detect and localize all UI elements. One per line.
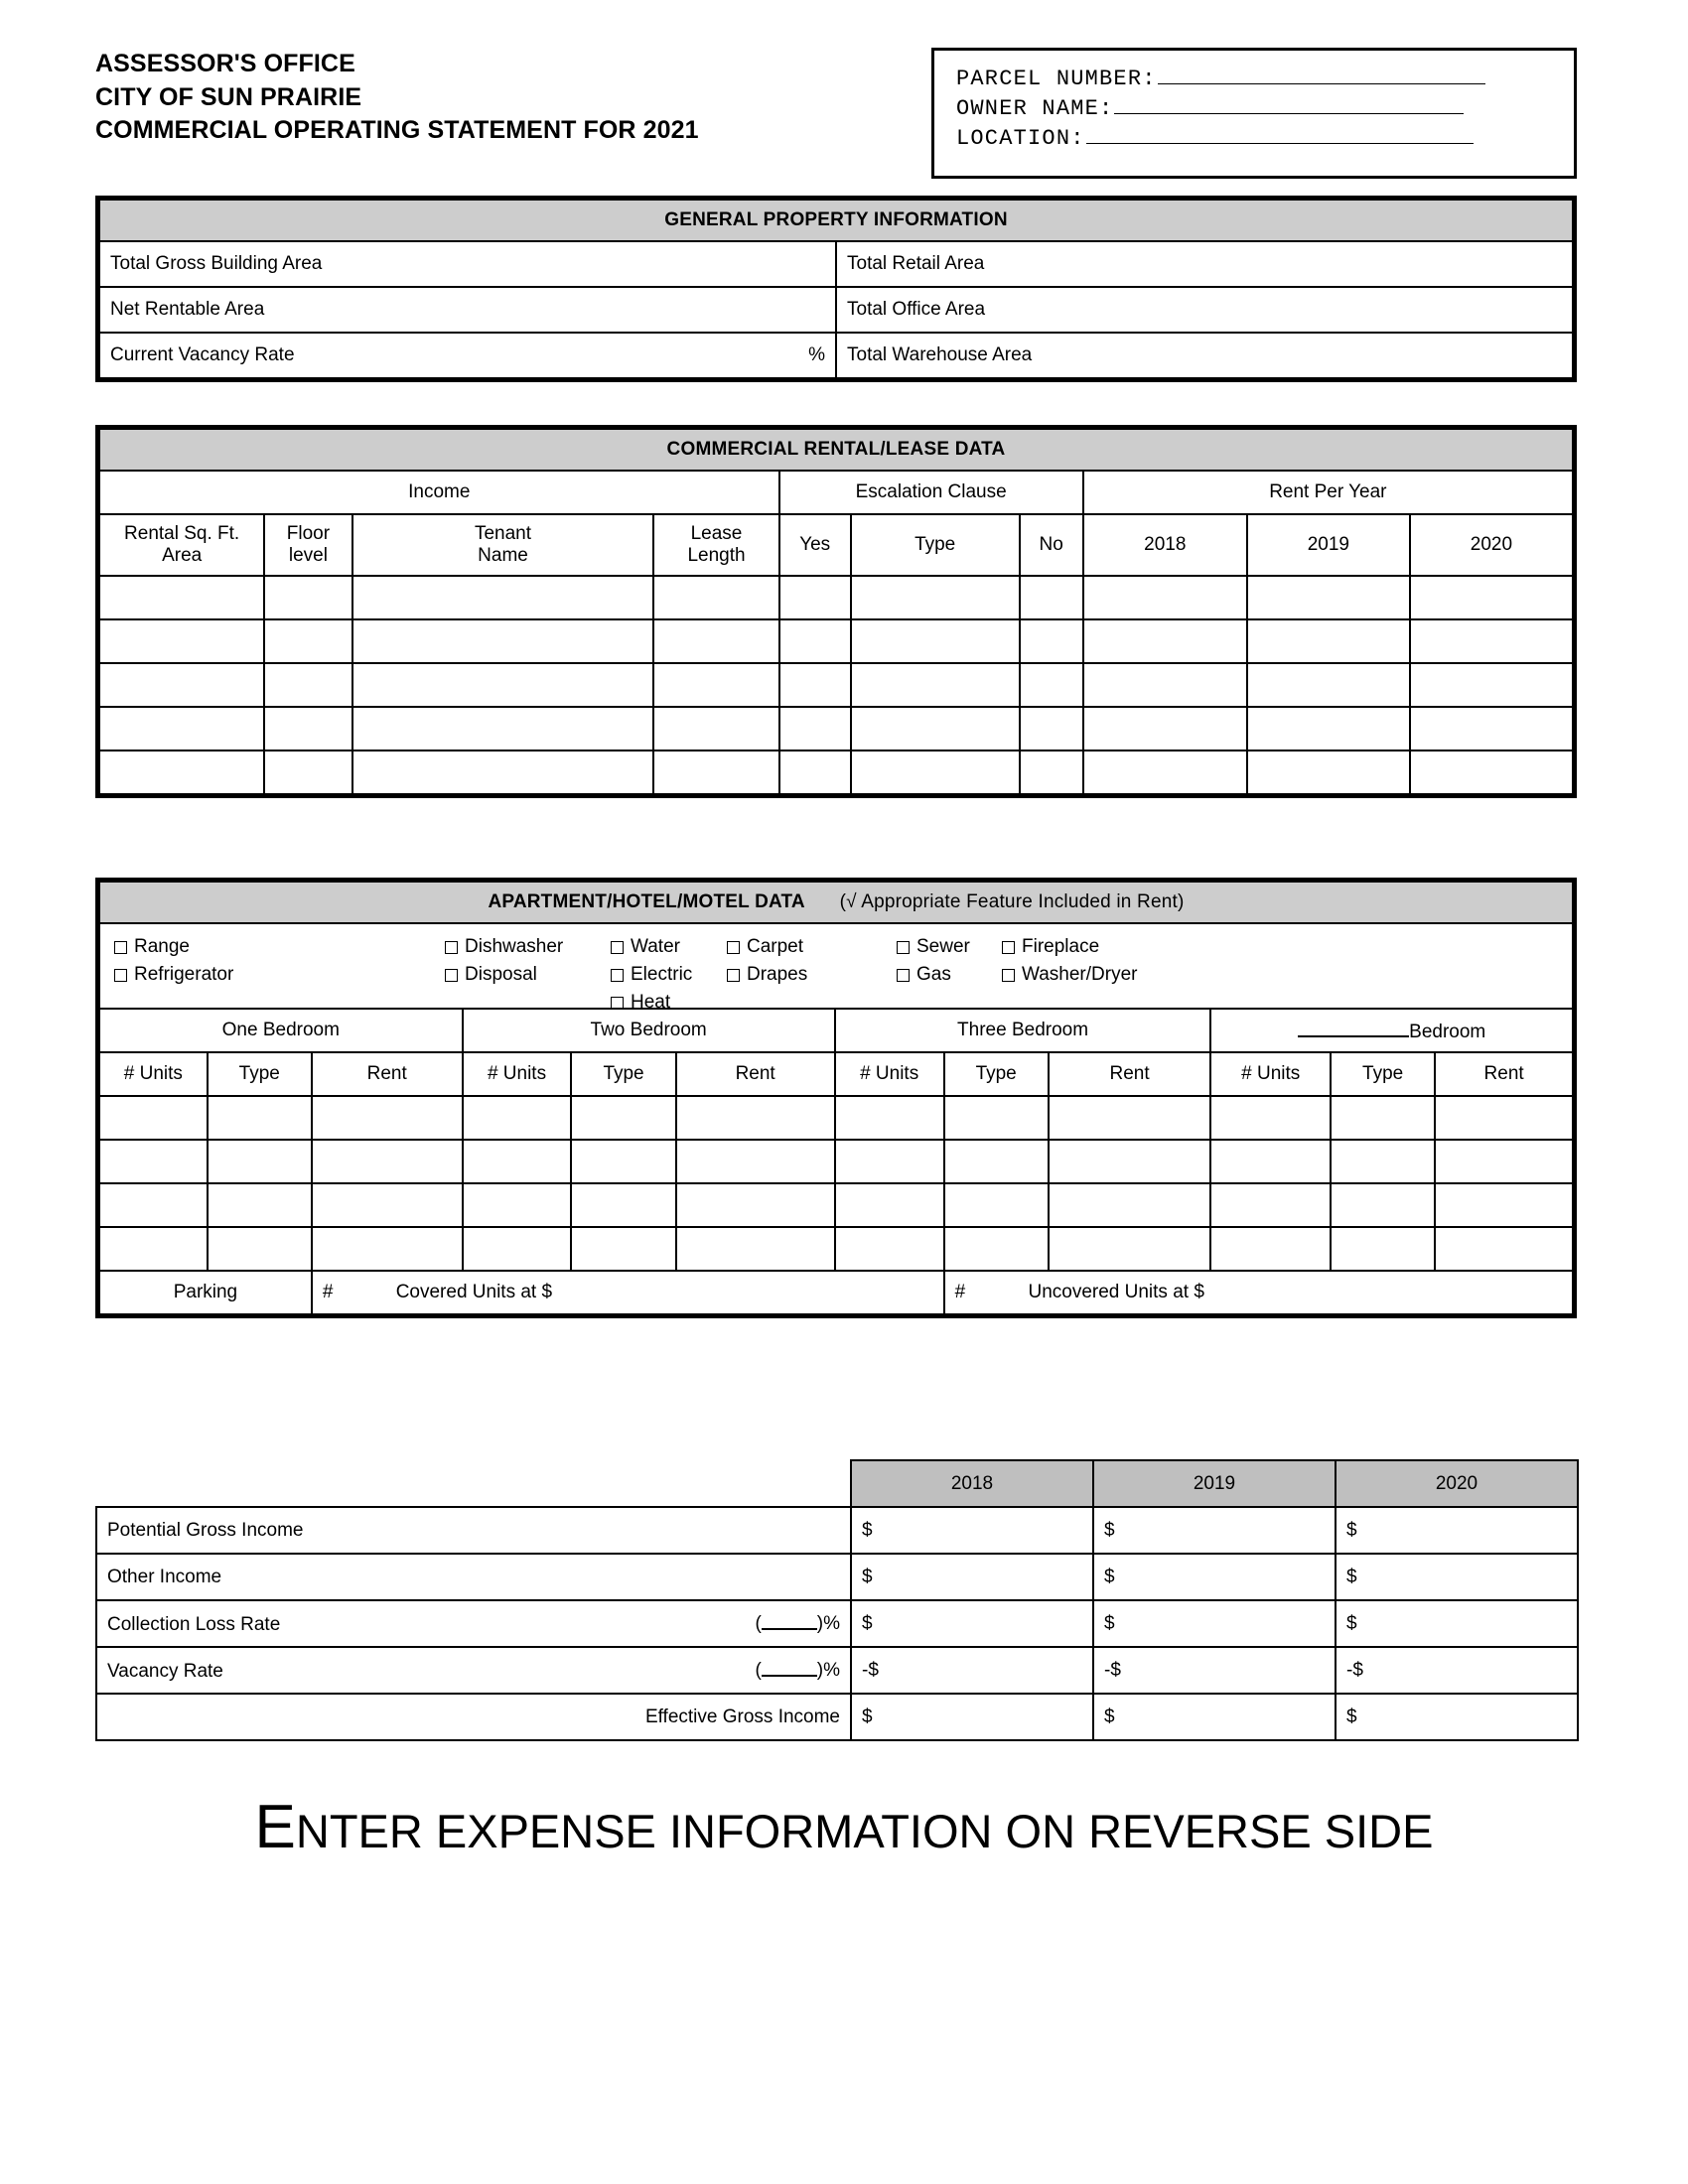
checkbox-range[interactable] (114, 936, 190, 958)
checkbox-icon[interactable] (445, 969, 458, 982)
checkbox-label: Drapes (747, 964, 808, 985)
cell-escalation-yes[interactable] (779, 576, 851, 619)
bedroom-group-one: One Bedroom (99, 1009, 463, 1052)
label-net-rentable-area: Net Rentable Area (110, 299, 265, 320)
cell-type-other[interactable] (1331, 1183, 1435, 1227)
parking-uncovered-cell[interactable] (944, 1271, 1573, 1314)
checkbox-icon[interactable] (114, 969, 127, 982)
col-type-other: Type (1331, 1052, 1435, 1096)
cell-units-other[interactable] (1210, 1096, 1331, 1140)
parcel-number-input[interactable] (1158, 61, 1485, 84)
cell-current-vacancy-rate[interactable] (99, 333, 836, 378)
table-row (99, 751, 1573, 794)
checkbox-carpet[interactable] (727, 936, 803, 958)
col-type-2br: Type (571, 1052, 675, 1096)
cell-rental-sq-ft-area[interactable] (99, 576, 264, 619)
feature-checkbox-grid (100, 924, 1572, 1013)
col-rent-2br: Rent (676, 1052, 835, 1096)
cell-rent-3br[interactable] (1049, 1140, 1211, 1183)
table-header-row (99, 882, 1573, 923)
cell-rent-2020[interactable] (1410, 663, 1573, 707)
cell-escalation-type[interactable] (851, 619, 1020, 663)
apartment-data-table (98, 881, 1574, 1315)
checkbox-heat[interactable] (611, 992, 670, 1014)
title-line-1: ASSESSOR'S OFFICE (95, 50, 355, 77)
cell-potential-gross-income-2020[interactable]: $ (1336, 1507, 1578, 1554)
col-lease-length-l1: Lease (690, 522, 743, 544)
checkbox-gas[interactable] (897, 964, 951, 986)
cell-effective-gross-income-2019[interactable]: $ (1093, 1694, 1336, 1740)
cell-units-1br[interactable] (99, 1096, 208, 1140)
cell-vacancy-rate-2019[interactable]: -$ (1093, 1647, 1336, 1694)
cell-rent-other[interactable] (1435, 1227, 1573, 1271)
cell-tenant-name[interactable] (352, 619, 654, 663)
cell-total-warehouse-area[interactable] (836, 333, 1573, 378)
collection-loss-rate-percent-field[interactable]: ( )% (755, 1611, 840, 1635)
checkbox-label: Carpet (747, 936, 804, 957)
row-label-other-income: Other Income (96, 1554, 851, 1600)
table-row (99, 707, 1573, 751)
label-total-warehouse-area: Total Warehouse Area (847, 344, 1033, 365)
cell-type-3br[interactable] (944, 1183, 1049, 1227)
general-property-table (98, 199, 1574, 379)
cell-escalation-yes[interactable] (779, 707, 851, 751)
cell-lease-length[interactable] (653, 663, 778, 707)
checkbox-fireplace[interactable] (1002, 936, 1099, 958)
table-row (99, 1140, 1573, 1183)
cell-escalation-yes[interactable] (779, 619, 851, 663)
cell-type-other[interactable] (1331, 1140, 1435, 1183)
col-lease-length (653, 514, 778, 576)
table-row (96, 1554, 1578, 1600)
cell-net-rentable-area[interactable] (99, 287, 836, 333)
cell-total-retail-area[interactable] (836, 241, 1573, 287)
cell-rental-sq-ft-area[interactable] (99, 619, 264, 663)
cell-tenant-name[interactable] (352, 663, 654, 707)
cell-rent-other[interactable] (1435, 1096, 1573, 1140)
parking-uncovered-text: Uncovered Units at $ (1028, 1282, 1204, 1302)
cell-collection-loss-rate-2019[interactable]: $ (1093, 1600, 1336, 1647)
col-escalation-yes: Yes (779, 514, 851, 576)
checkbox-label: Fireplace (1022, 936, 1100, 957)
cell-rental-sq-ft-area[interactable] (99, 751, 264, 794)
cell-potential-gross-income-2019[interactable]: $ (1093, 1507, 1336, 1554)
group-header-row (99, 471, 1573, 514)
cell-type-3br[interactable] (944, 1227, 1049, 1271)
cell-other-income-2019[interactable]: $ (1093, 1554, 1336, 1600)
cell-other-income-2020[interactable]: $ (1336, 1554, 1578, 1600)
cell-escalation-no[interactable] (1020, 663, 1083, 707)
label-total-gross-building-area: Total Gross Building Area (110, 253, 323, 274)
cell-type-other[interactable] (1331, 1227, 1435, 1271)
checkbox-icon[interactable] (727, 941, 740, 954)
cell-lease-length[interactable] (653, 707, 778, 751)
cell-rent-2020[interactable] (1410, 619, 1573, 663)
location-label: LOCATION: (956, 126, 1085, 152)
cell-escalation-no[interactable] (1020, 619, 1083, 663)
col-rent-3br: Rent (1049, 1052, 1211, 1096)
cell-type-2br[interactable] (571, 1227, 675, 1271)
cell-collection-loss-rate-2018[interactable]: $ (851, 1600, 1093, 1647)
percent-sign: % (808, 344, 825, 365)
checkbox-washer-dryer[interactable] (1002, 964, 1137, 986)
cell-tenant-name[interactable] (352, 751, 654, 794)
bedroom-group-header-row (99, 1009, 1573, 1052)
label-total-retail-area: Total Retail Area (847, 253, 985, 274)
checkbox-icon[interactable] (1002, 941, 1015, 954)
col-rental-sq-ft-area-l2: Area (162, 545, 203, 566)
table-row (96, 1600, 1578, 1647)
cell-units-other[interactable] (1210, 1183, 1331, 1227)
checkbox-water[interactable] (611, 936, 680, 958)
table-header-row (99, 200, 1573, 241)
checkbox-label: Sewer (916, 936, 970, 957)
cell-type-2br[interactable] (571, 1140, 675, 1183)
location-row (956, 120, 1474, 151)
cell-rent-2020[interactable] (1410, 707, 1573, 751)
cell-rent-2018[interactable] (1083, 663, 1247, 707)
checkbox-dishwasher[interactable] (445, 936, 563, 958)
cell-total-office-area[interactable] (836, 287, 1573, 333)
row-label-collection-loss-rate: Collection Loss Rate (107, 1613, 281, 1635)
bedroom-group-two: Two Bedroom (463, 1009, 835, 1052)
cell-potential-gross-income-2018[interactable]: $ (851, 1507, 1093, 1554)
cell-type-2br[interactable] (571, 1183, 675, 1227)
checkbox-label: Disposal (465, 964, 537, 985)
col-floor-level-l1: Floor (286, 522, 331, 544)
cell-rent-3br[interactable] (1049, 1096, 1211, 1140)
cell-rent-2020[interactable] (1410, 751, 1573, 794)
collection-loss-rate-input[interactable] (762, 1611, 817, 1629)
bedroom-group-other-label: Bedroom (1409, 1022, 1486, 1043)
income-year-header-row (96, 1460, 1578, 1507)
checkbox-label: Gas (916, 964, 951, 985)
parking-covered-hash: # (322, 1282, 334, 1302)
apartment-title-cell (99, 882, 1573, 923)
title-line-3: COMMERCIAL OPERATING STATEMENT FOR 2021 (95, 116, 699, 144)
apartment-title-note: (√ Appropriate Feature Included in Rent) (839, 891, 1185, 912)
cell-type-3br[interactable] (944, 1140, 1049, 1183)
parcel-identification-box (931, 48, 1577, 179)
cell-units-2br[interactable] (463, 1183, 572, 1227)
general-property-title: GENERAL PROPERTY INFORMATION (99, 200, 1573, 241)
cell-escalation-type[interactable] (851, 663, 1020, 707)
cell-rent-2019[interactable] (1247, 663, 1410, 707)
cell-escalation-type[interactable] (851, 751, 1020, 794)
cell-rent-other[interactable] (1435, 1183, 1573, 1227)
col-tenant-name-l1: Tenant (474, 522, 532, 544)
table-header-row (99, 429, 1573, 471)
income-summary-table (95, 1459, 1579, 1741)
cell-rent-other[interactable] (1435, 1140, 1573, 1183)
cell-floor-level[interactable] (264, 576, 352, 619)
cell-rent-1br[interactable] (312, 1096, 463, 1140)
general-property-information-section (95, 196, 1577, 382)
table-row (99, 663, 1573, 707)
label-total-office-area: Total Office Area (847, 299, 986, 320)
cell-rent-2019[interactable] (1247, 619, 1410, 663)
cell-collection-loss-rate-2020[interactable]: $ (1336, 1600, 1578, 1647)
owner-name-row (956, 90, 1464, 121)
table-row (99, 619, 1573, 663)
cell-rent-2br[interactable] (676, 1140, 835, 1183)
table-row (99, 333, 1573, 378)
location-input[interactable] (1086, 120, 1474, 144)
parking-covered-cell[interactable] (312, 1271, 944, 1314)
col-units-other: # Units (1210, 1052, 1331, 1096)
cell-type-1br[interactable] (208, 1140, 312, 1183)
col-tenant-name (352, 514, 654, 576)
cell-rent-2020[interactable] (1410, 576, 1573, 619)
table-row (99, 1227, 1573, 1271)
checkbox-icon[interactable] (897, 941, 910, 954)
cell-rent-2br[interactable] (676, 1227, 835, 1271)
cell-tenant-name[interactable] (352, 707, 654, 751)
apartment-hotel-motel-section (95, 878, 1577, 1318)
cell-tenant-name[interactable] (352, 576, 654, 619)
commercial-rental-table (98, 428, 1574, 795)
group-header-income: Income (99, 471, 779, 514)
income-year-2019: 2019 (1093, 1460, 1336, 1507)
checkbox-label: Dishwasher (465, 936, 564, 957)
footer-rest-text: NTER EXPENSE INFORMATION ON REVERSE SIDE (295, 1805, 1434, 1857)
checkbox-icon[interactable] (611, 941, 624, 954)
row-label-collection-loss-rate-cell (96, 1600, 851, 1647)
row-label-effective-gross-income: Effective Gross Income (96, 1694, 851, 1740)
bedroom-group-three: Three Bedroom (835, 1009, 1211, 1052)
page-title (95, 48, 699, 148)
col-escalation-type: Type (851, 514, 1020, 576)
col-units-1br: # Units (99, 1052, 208, 1096)
cell-units-other[interactable] (1210, 1227, 1331, 1271)
cell-rent-3br[interactable] (1049, 1183, 1211, 1227)
row-label-potential-gross-income: Potential Gross Income (96, 1507, 851, 1554)
vacancy-rate-percent-field[interactable]: ( )% (755, 1658, 840, 1682)
checkbox-icon[interactable] (897, 969, 910, 982)
checkbox-refrigerator[interactable] (114, 964, 233, 986)
checkbox-drapes[interactable] (727, 964, 807, 986)
owner-name-input[interactable] (1114, 90, 1464, 114)
cell-lease-length[interactable] (653, 751, 778, 794)
checkbox-label: Heat (631, 992, 671, 1013)
cell-units-2br[interactable] (463, 1227, 572, 1271)
cell-units-2br[interactable] (463, 1096, 572, 1140)
col-tenant-name-l2: Name (478, 545, 528, 566)
cell-units-1br[interactable] (99, 1183, 208, 1227)
cell-floor-level[interactable] (264, 707, 352, 751)
cell-units-3br[interactable] (835, 1096, 944, 1140)
bedroom-other-input[interactable] (1298, 1018, 1409, 1037)
checkbox-label: Electric (631, 964, 693, 985)
col-units-3br: # Units (835, 1052, 944, 1096)
commercial-rental-lease-section (95, 425, 1577, 798)
table-row (99, 1096, 1573, 1140)
cell-effective-gross-income-2020[interactable]: $ (1336, 1694, 1578, 1740)
cell-rent-2019[interactable] (1247, 576, 1410, 619)
checkbox-icon[interactable] (445, 941, 458, 954)
cell-units-3br[interactable] (835, 1183, 944, 1227)
cell-rental-sq-ft-area[interactable] (99, 663, 264, 707)
cell-effective-gross-income-2018[interactable]: $ (851, 1694, 1093, 1740)
cell-rent-1br[interactable] (312, 1227, 463, 1271)
commercial-rental-title: COMMERCIAL RENTAL/LEASE DATA (99, 429, 1573, 471)
table-row (96, 1507, 1578, 1554)
parking-label: Parking (99, 1271, 312, 1314)
footer-first-letter: E (254, 1793, 296, 1861)
col-rent-2019: 2019 (1247, 514, 1410, 576)
cell-rent-2018[interactable] (1083, 707, 1247, 751)
checkbox-electric[interactable] (611, 964, 692, 986)
bedroom-group-other (1210, 1009, 1573, 1052)
income-header-spacer (96, 1460, 851, 1507)
vacancy-rate-input[interactable] (762, 1658, 817, 1676)
cell-escalation-no[interactable] (1020, 707, 1083, 751)
cell-floor-level[interactable] (264, 663, 352, 707)
table-row (99, 576, 1573, 619)
cell-type-1br[interactable] (208, 1183, 312, 1227)
cell-type-3br[interactable] (944, 1096, 1049, 1140)
unit-column-header-row (99, 1052, 1573, 1096)
cell-escalation-yes[interactable] (779, 751, 851, 794)
cell-lease-length[interactable] (653, 619, 778, 663)
cell-rent-2br[interactable] (676, 1096, 835, 1140)
cell-rent-1br[interactable] (312, 1140, 463, 1183)
checkbox-label: Washer/Dryer (1022, 964, 1138, 985)
checkbox-icon[interactable] (1002, 969, 1015, 982)
parking-row (99, 1271, 1573, 1314)
apartment-title: APARTMENT/HOTEL/MOTEL DATA (488, 891, 805, 912)
parking-uncovered-hash: # (954, 1282, 966, 1302)
cell-units-3br[interactable] (835, 1227, 944, 1271)
cell-rent-2018[interactable] (1083, 619, 1247, 663)
table-row (99, 241, 1573, 287)
row-label-vacancy-rate: Vacancy Rate (107, 1660, 223, 1682)
cell-units-3br[interactable] (835, 1140, 944, 1183)
title-line-2: CITY OF SUN PRAIRIE (95, 82, 362, 111)
checkbox-label: Refrigerator (134, 964, 234, 985)
cell-rent-2018[interactable] (1083, 576, 1247, 619)
table-row (99, 287, 1573, 333)
cell-escalation-type[interactable] (851, 576, 1020, 619)
col-rent-other: Rent (1435, 1052, 1573, 1096)
checkbox-icon[interactable] (727, 969, 740, 982)
col-type-1br: Type (208, 1052, 312, 1096)
checkbox-sewer[interactable] (897, 936, 970, 958)
cell-rent-2019[interactable] (1247, 751, 1410, 794)
cell-rent-3br[interactable] (1049, 1227, 1211, 1271)
checkbox-icon[interactable] (611, 997, 624, 1010)
cell-floor-level[interactable] (264, 751, 352, 794)
cell-lease-length[interactable] (653, 576, 778, 619)
feature-checkbox-row (99, 923, 1573, 1009)
column-header-row (99, 514, 1573, 576)
cell-type-2br[interactable] (571, 1096, 675, 1140)
col-rent-2020: 2020 (1410, 514, 1573, 576)
checkbox-icon[interactable] (611, 969, 624, 982)
cell-rent-2br[interactable] (676, 1183, 835, 1227)
income-year-2020: 2020 (1336, 1460, 1578, 1507)
income-summary-section (95, 1459, 1577, 1741)
cell-type-1br[interactable] (208, 1227, 312, 1271)
group-header-escalation-clause: Escalation Clause (779, 471, 1083, 514)
table-row (96, 1694, 1578, 1740)
feature-checkbox-cell (99, 923, 1573, 1013)
cell-other-income-2018[interactable]: $ (851, 1554, 1093, 1600)
document-header (0, 0, 1688, 194)
cell-vacancy-rate-2020[interactable]: -$ (1336, 1647, 1578, 1694)
col-rental-sq-ft-area (99, 514, 264, 576)
checkbox-disposal[interactable] (445, 964, 537, 986)
cell-escalation-no[interactable] (1020, 751, 1083, 794)
group-header-rent-per-year: Rent Per Year (1083, 471, 1573, 514)
table-row (96, 1647, 1578, 1694)
checkbox-icon[interactable] (114, 941, 127, 954)
col-units-2br: # Units (463, 1052, 572, 1096)
cell-type-other[interactable] (1331, 1096, 1435, 1140)
col-type-3br: Type (944, 1052, 1049, 1096)
reverse-side-notice (0, 1792, 1688, 1862)
owner-name-label: OWNER NAME: (956, 96, 1114, 122)
col-floor-level (264, 514, 352, 576)
checkbox-label: Range (134, 936, 190, 957)
parcel-number-row (956, 61, 1485, 91)
cell-units-1br[interactable] (99, 1140, 208, 1183)
checkbox-label: Water (631, 936, 680, 957)
cell-escalation-no[interactable] (1020, 576, 1083, 619)
label-current-vacancy-rate: Current Vacancy Rate (110, 344, 295, 365)
cell-escalation-yes[interactable] (779, 663, 851, 707)
parking-covered-text: Covered Units at $ (395, 1282, 553, 1302)
parcel-number-label: PARCEL NUMBER: (956, 67, 1157, 92)
cell-rent-2019[interactable] (1247, 707, 1410, 751)
col-lease-length-l2: Length (687, 545, 746, 566)
row-label-vacancy-rate-cell (96, 1647, 851, 1694)
cell-units-other[interactable] (1210, 1140, 1331, 1183)
col-rent-2018: 2018 (1083, 514, 1247, 576)
cell-units-2br[interactable] (463, 1140, 572, 1183)
col-escalation-no: No (1020, 514, 1083, 576)
col-rent-1br: Rent (312, 1052, 463, 1096)
cell-rental-sq-ft-area[interactable] (99, 707, 264, 751)
cell-escalation-type[interactable] (851, 707, 1020, 751)
cell-rent-1br[interactable] (312, 1183, 463, 1227)
col-rental-sq-ft-area-l1: Rental Sq. Ft. (124, 522, 240, 544)
cell-floor-level[interactable] (264, 619, 352, 663)
cell-units-1br[interactable] (99, 1227, 208, 1271)
table-row (99, 1183, 1573, 1227)
cell-type-1br[interactable] (208, 1096, 312, 1140)
income-year-2018: 2018 (851, 1460, 1093, 1507)
cell-total-gross-building-area[interactable] (99, 241, 836, 287)
cell-vacancy-rate-2018[interactable]: -$ (851, 1647, 1093, 1694)
col-floor-level-l2: level (288, 545, 328, 566)
cell-rent-2018[interactable] (1083, 751, 1247, 794)
